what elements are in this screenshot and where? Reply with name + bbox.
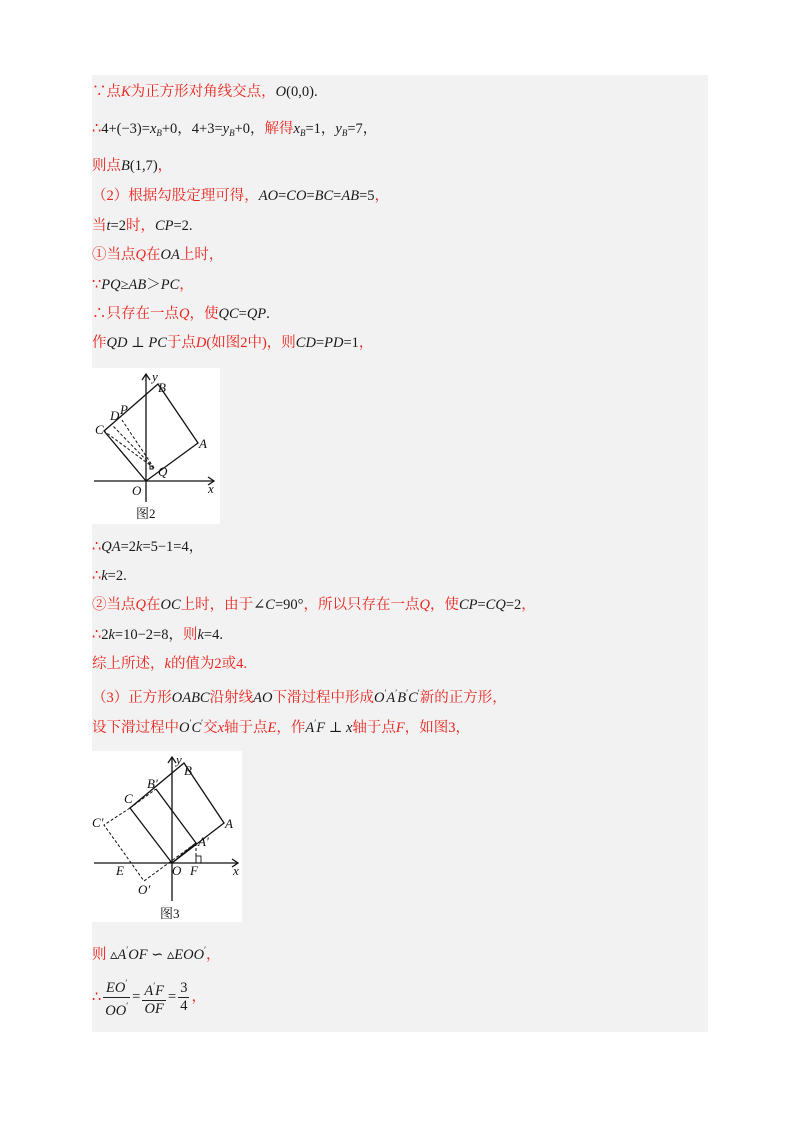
label-O-prime: O′ bbox=[138, 882, 151, 897]
label-F: F bbox=[190, 863, 198, 878]
solution-line: ∴2k=10−2=8，则k=4. bbox=[92, 627, 223, 643]
solution-line: ∴k=2. bbox=[92, 568, 127, 584]
label-x: x bbox=[233, 863, 239, 878]
label-B: B bbox=[184, 763, 192, 778]
label-B-prime: B′ bbox=[147, 776, 158, 791]
solution-line: ②当点Q在OC上时，由于∠C=90°，所以只存在一点Q，使CP=CQ=2， bbox=[92, 597, 536, 613]
label-y: y bbox=[176, 752, 182, 767]
figure-3 bbox=[92, 751, 242, 922]
solution-line: （3）正方形OABC沿射线AO下滑过程中形成O′A′B′C′新的正方形， bbox=[92, 688, 507, 706]
label-x: x bbox=[208, 481, 214, 496]
label-A: A bbox=[199, 436, 207, 451]
label-E: E bbox=[116, 863, 124, 878]
label-Q: Q bbox=[158, 464, 168, 479]
label-D: D bbox=[110, 408, 120, 423]
solution-line: 作QD ⊥ PC于点D(如图2中)，则CD=PD=1， bbox=[92, 335, 374, 351]
label-C: C bbox=[124, 791, 133, 806]
figure-2 bbox=[92, 368, 220, 524]
solution-line: ∵点K为正方形对角线交点，O(0,0). bbox=[92, 84, 318, 100]
label-A: A bbox=[225, 816, 233, 831]
label-y: y bbox=[152, 369, 158, 384]
solution-line: 则 ▵A′OF ∽ ▵EOO′， bbox=[92, 945, 221, 963]
label-C: C bbox=[95, 422, 104, 437]
solution-line: $\therefore 4+(-3)=x_B+0$，$4+3=y_B+0$，解得$x_B=1$，$y_B=7$， bbox=[92, 121, 378, 138]
label-O: O bbox=[172, 863, 182, 878]
label-B: B bbox=[158, 380, 166, 395]
solution-line: ∵PQ≥AB＞PC， bbox=[92, 277, 194, 293]
solution-line: 设下滑过程中O′C′交x轴于点E，作A′F ⊥ x轴于点F，如图3， bbox=[92, 718, 471, 736]
label-C-prime: C′ bbox=[92, 815, 104, 830]
label-O: O bbox=[132, 483, 142, 498]
solution-panel bbox=[92, 75, 708, 1032]
figure-3-caption: 图3 bbox=[160, 906, 180, 921]
solution-line: ∴QA=2k=5−1=4， bbox=[92, 539, 204, 555]
solution-line: ∴ $\frac{EO'}{OO'}$ = $\frac{A'F}{OF}$ = $\frac{3}{4}$ ， bbox=[92, 975, 206, 1020]
solution-line: 当t=2时，CP=2. bbox=[92, 218, 193, 234]
label-A-prime: A′ bbox=[198, 834, 209, 849]
solution-line: 则点B(1,7)， bbox=[92, 158, 173, 174]
solution-line: ①当点Q在OA上时， bbox=[92, 247, 224, 263]
label-P: P bbox=[120, 402, 128, 417]
solution-line: 综上所述，k的值为2或4. bbox=[92, 656, 248, 672]
figure-2-caption: 图2 bbox=[136, 506, 156, 521]
solution-line: （2）根据勾股定理可得，AO=CO=BC=AB=5， bbox=[92, 188, 389, 204]
solution-line: ∴只存在一点Q，使QC=QP. bbox=[92, 306, 270, 322]
